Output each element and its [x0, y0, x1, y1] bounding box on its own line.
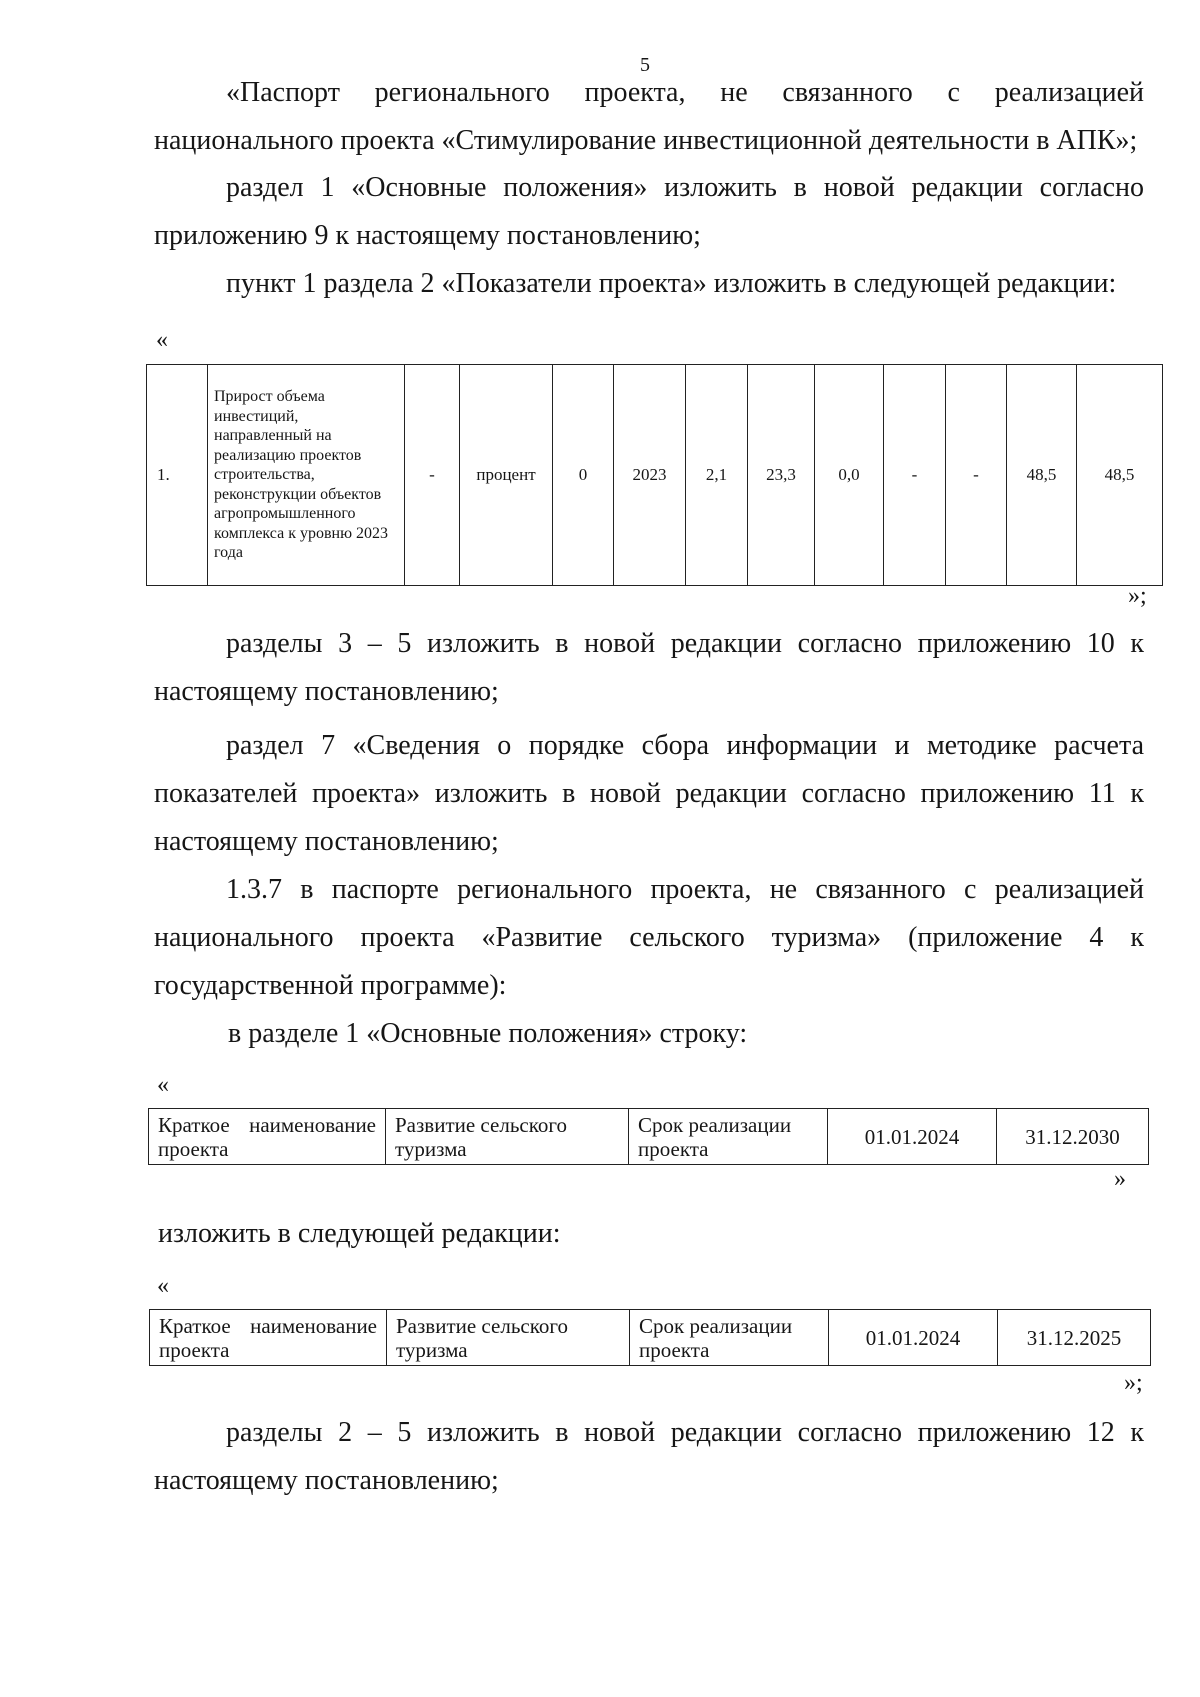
table-cell: Развитие сельского туризма: [387, 1310, 630, 1366]
table-cell: 1.: [147, 365, 208, 586]
table-cell: процент: [460, 365, 553, 586]
paragraph-indicators-intro: пункт 1 раздела 2 «Показатели проекта» изложить в следующей редакции:: [226, 268, 1117, 299]
indicator-table: [146, 364, 1163, 586]
paragraph-1-3-7: 1.3.7 в паспорте регионального проекта, не связанного с реализацией национального проекта «Развитие сельского туризма» (приложение 4 к государственной программе):: [154, 874, 1144, 1001]
table-cell: Срок реализации проекта: [629, 1109, 828, 1165]
table-cell: 31.12.2025: [998, 1310, 1151, 1366]
table-cell: Срок реализации проекта: [630, 1310, 829, 1366]
table-row: [149, 1109, 1149, 1165]
table-cell: -: [946, 365, 1007, 586]
paragraph-section-1: раздел 1 «Основные положения» изложить в новой редакции согласно приложению 9 к настоящему постановлению;: [154, 172, 1144, 251]
paragraph-row-intro: в разделе 1 «Основные положения» строку:: [228, 1018, 748, 1049]
project-row-old: [148, 1108, 1149, 1165]
open-quote: «: [157, 1273, 169, 1299]
table-cell: -: [884, 365, 946, 586]
table-row: [150, 1310, 1151, 1366]
open-quote: «: [156, 327, 168, 353]
paragraph-section-7: раздел 7 «Сведения о порядке сбора информации и методике расчета показателей проекта» изложить в новой редакции согласно приложению 11 к настоящему постановлению;: [154, 730, 1144, 857]
paragraph-sections-3-5: разделы 3 – 5 изложить в новой редакции согласно приложению 10 к настоящему постановлению;: [154, 628, 1144, 707]
table-cell: 2023: [614, 365, 686, 586]
table-cell: 23,3: [748, 365, 815, 586]
close-quote: »: [1114, 1166, 1126, 1192]
table-cell: Прирост объема инвестиций, направленный на реализацию проектов строительства, реконструкции объектов агропромышленного комплекса к уровню 2023 года: [208, 365, 405, 586]
paragraph-sections-2-5: разделы 2 – 5 изложить в новой редакции согласно приложению 12 к настоящему постановлению;: [154, 1417, 1144, 1496]
paragraph-passport-title: «Паспорт регионального проекта, не связанного с реализацией национального проекта «Стимулирование инвестиционной деятельности в АПК»;: [154, 77, 1144, 156]
table-cell: 01.01.2024: [829, 1310, 998, 1366]
table-cell: 48,5: [1007, 365, 1077, 586]
table-cell: Краткое наименование проекта: [149, 1109, 386, 1165]
table-cell: Развитие сельского туризма: [386, 1109, 629, 1165]
open-quote: «: [157, 1072, 169, 1098]
table-cell: 0,0: [815, 365, 884, 586]
table-cell: Краткое наименование проекта: [150, 1310, 387, 1366]
table-cell: 01.01.2024: [828, 1109, 997, 1165]
table-cell: -: [405, 365, 460, 586]
table-cell: 0: [553, 365, 614, 586]
project-row-new: [149, 1309, 1151, 1366]
paragraph-new-edition: изложить в следующей редакции:: [158, 1218, 561, 1249]
table-row: [147, 365, 1163, 586]
close-quote: »;: [1124, 1370, 1143, 1396]
table-cell: 31.12.2030: [997, 1109, 1149, 1165]
table-cell: 2,1: [686, 365, 748, 586]
table-cell: 48,5: [1077, 365, 1163, 586]
page-number: 5: [640, 54, 650, 76]
close-quote: »;: [1128, 583, 1147, 609]
